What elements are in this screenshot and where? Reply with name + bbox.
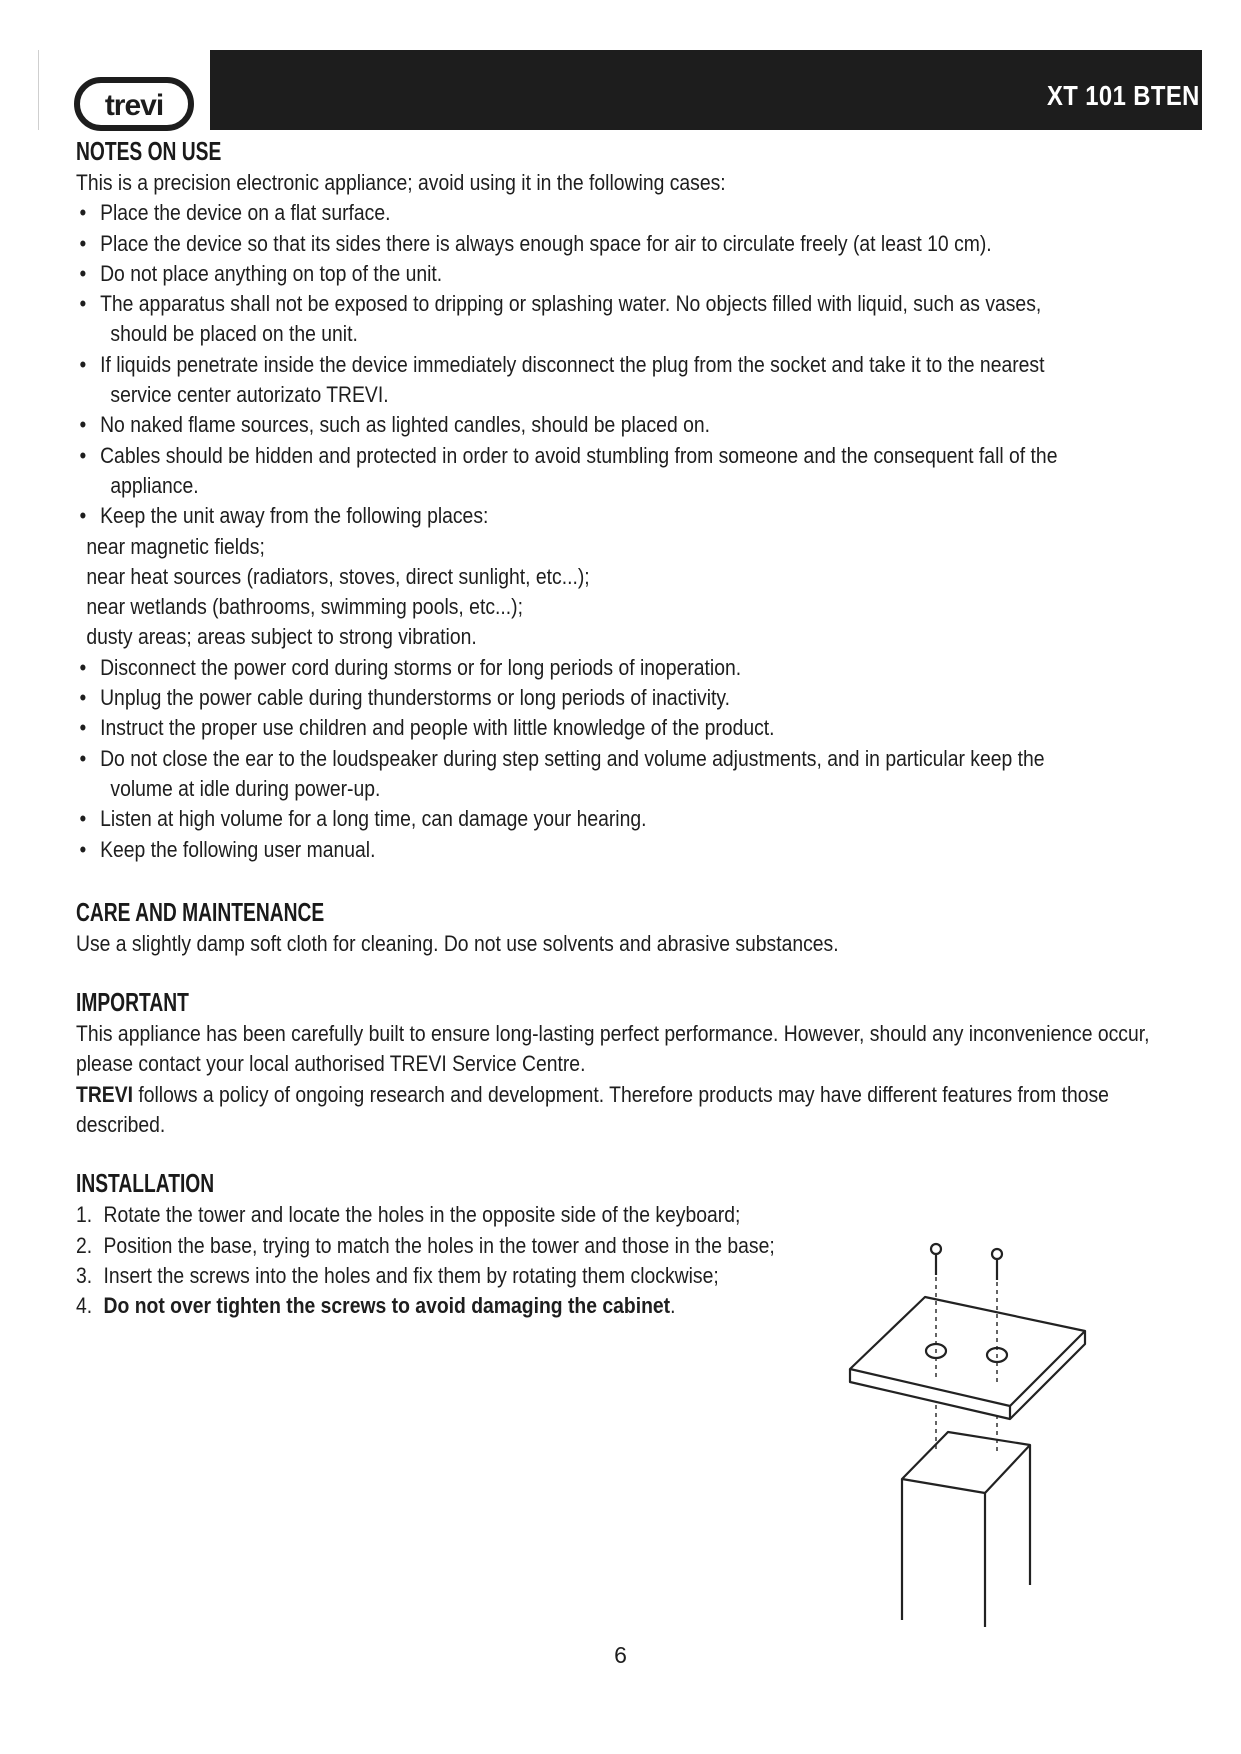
margin-line — [38, 50, 39, 130]
place-item: near heat sources (radiators, stoves, direct sunlight, etc...); — [86, 563, 590, 589]
model-name: XT 101 BTEN — [1047, 80, 1200, 111]
important-title: IMPORTANT — [76, 987, 189, 1018]
trevi-brand-text: TREVI — [76, 1081, 133, 1107]
step-item: 3. Insert the screws into the holes and fix them by rotating them clockwise; — [76, 1262, 719, 1288]
list-item: • Listen at high volume for a long time, can damage your hearing. — [79, 806, 647, 832]
notes-list-continued — [76, 653, 1166, 865]
place-item: near magnetic fields; — [86, 533, 265, 559]
care-title: CARE AND MAINTENANCE — [76, 896, 325, 927]
step-item: 2. Position the base, trying to match the holes in the tower and those in the base; — [76, 1232, 775, 1258]
screw-right — [992, 1249, 1002, 1280]
installation-title: INSTALLATION — [76, 1168, 215, 1199]
care-text: Use a slightly damp soft cloth for cleaning. Do not use solvents and abrasive substances. — [76, 930, 839, 956]
list-item: • The apparatus shall not be exposed to dripping or splashing water. No objects filled with liquid, such as vases, should be placed on the unit. — [79, 291, 1042, 347]
place-item: dusty areas; areas subject to strong vibration. — [86, 624, 477, 650]
speaker-tower — [902, 1432, 1030, 1627]
page-number: 6 — [614, 1642, 627, 1668]
list-item: • Place the device so that its sides there is always enough space for air to circulate freely (at least 10 cm). — [79, 230, 992, 256]
screw-left — [931, 1244, 941, 1275]
important-paragraph-1: This appliance has been carefully built to ensure long-lasting perfect performance. However, should any inconvenience occur, please contact your local authorised TREVI Service Centre. — [76, 1021, 1150, 1077]
notes-list — [76, 198, 1166, 531]
base-plate — [850, 1297, 1085, 1419]
list-item: • Unplug the power cable during thunderstorms or long periods of inactivity. — [79, 685, 731, 711]
svg-text:trevi: trevi — [104, 89, 164, 122]
list-item: • Instruct the proper use children and people with little knowledge of the product. — [79, 715, 775, 741]
trevi-logo — [74, 76, 194, 132]
list-item: • Keep the following user manual. — [79, 836, 376, 862]
important-paragraph-2: TREVI follows a policy of ongoing research and development. Therefore products may have different features from those described. — [76, 1081, 1109, 1138]
list-item: • Place the device on a flat surface. — [79, 200, 391, 226]
list-item: • No naked flame sources, such as lighted candles, should be placed on. — [79, 412, 710, 438]
list-item: • Do not close the ear to the loudspeaker during step setting and volume adjustments, and in particular keep the volume at idle during power-up. — [79, 745, 1045, 801]
step-item: 1. Rotate the tower and locate the holes in the opposite side of the keyboard; — [76, 1202, 741, 1228]
header-bar — [210, 50, 1202, 130]
list-item: • Do not place anything on top of the unit. — [79, 260, 443, 286]
list-item: • If liquids penetrate inside the device immediately disconnect the plug from the socket and take it to the nearest service center autorizato TREVI. — [79, 351, 1045, 408]
list-item: • Keep the unit away from the following places: — [79, 503, 489, 529]
places-list — [76, 532, 1166, 653]
installation-illustration — [840, 1235, 1100, 1635]
step-item: 4. Do not over tighten the screws to avoid damaging the cabinet. — [76, 1293, 676, 1319]
place-item: near wetlands (bathrooms, swimming pools, etc...); — [86, 594, 523, 620]
list-item: • Disconnect the power cord during storms or for long periods of inoperation. — [79, 654, 742, 680]
page-content — [76, 134, 1166, 1322]
list-item: • Cables should be hidden and protected in order to avoid stumbling from someone and the consequent fall of the appliance. — [79, 442, 1058, 498]
notes-intro: This is a precision electronic appliance; avoid using it in the following cases: — [76, 170, 726, 195]
notes-title: NOTES ON USE — [76, 136, 222, 166]
